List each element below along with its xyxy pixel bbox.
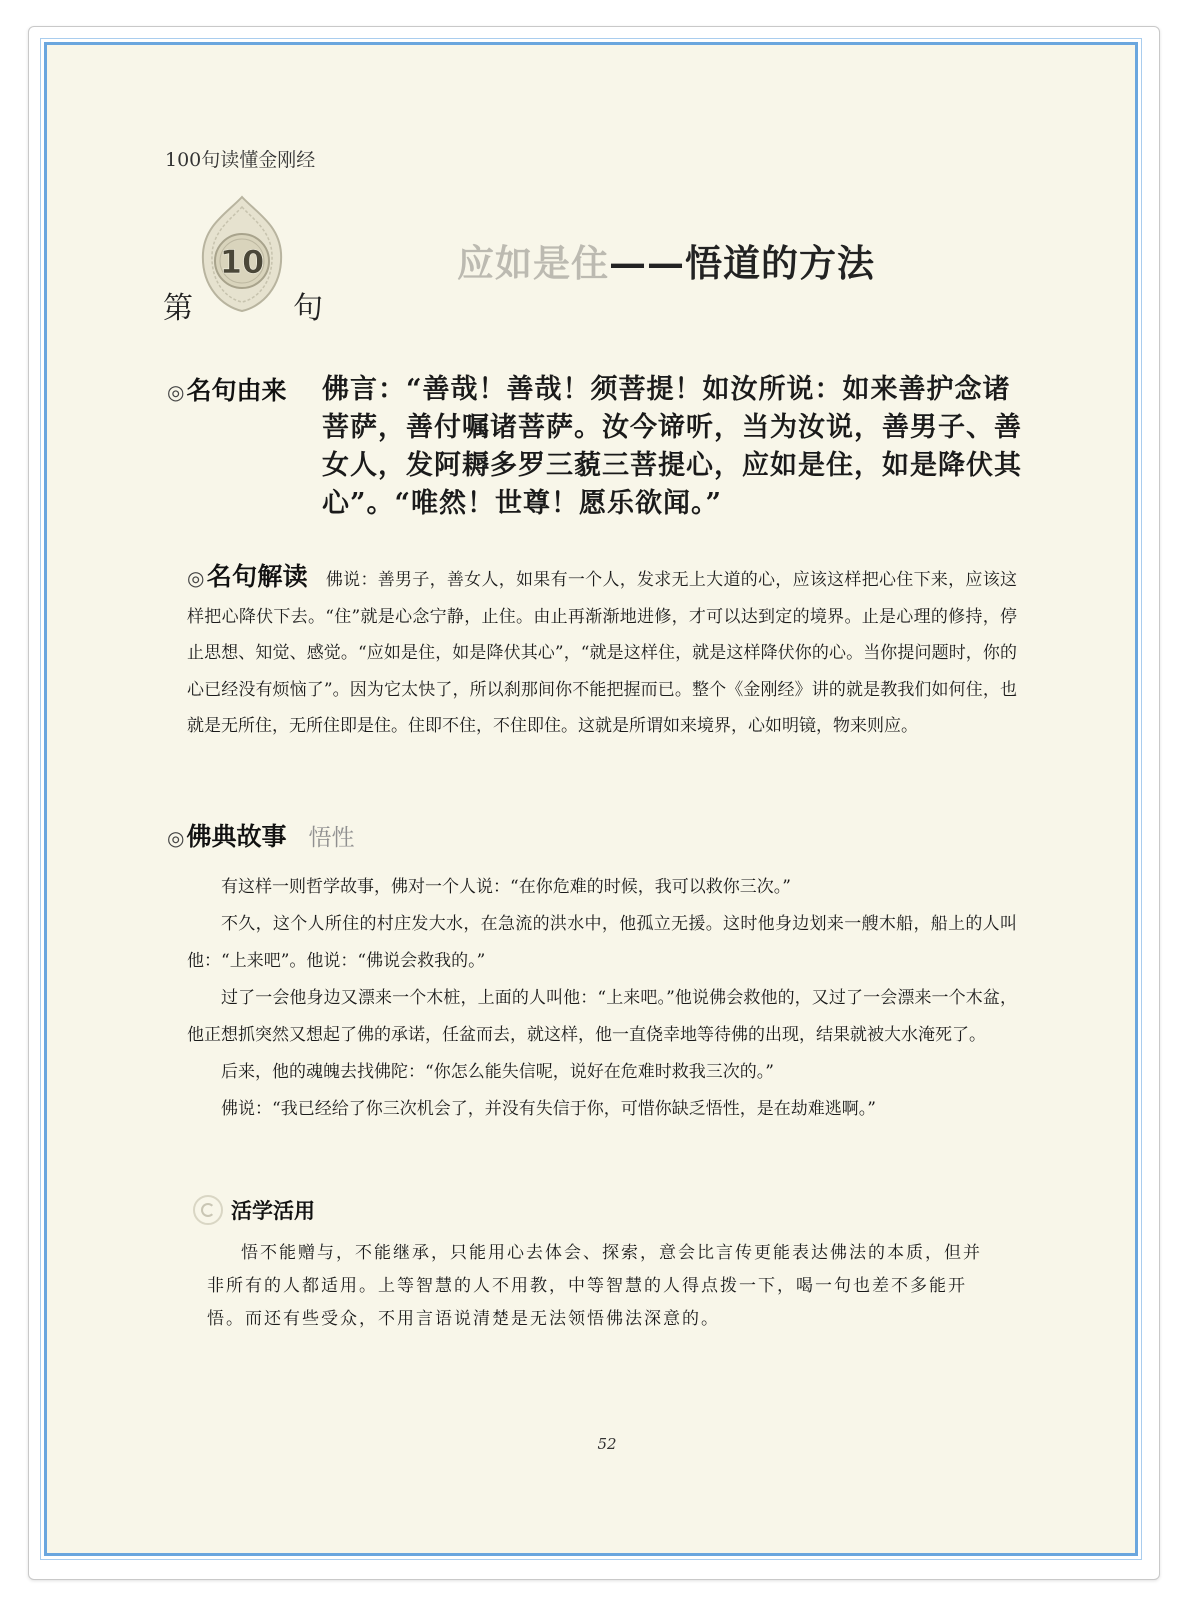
story-paragraph: 后来，他的魂魄去找佛陀：“你怎么能失信呢，说好在危难时救我三次的。” (221, 1062, 774, 1082)
quote-text: 佛言：“善哉！善哉！须菩提！如汝所说：如来善护念诸菩萨，善付嘱诸菩萨。汝今谛听，当为汝说，善男子、善女人，发阿耨多罗三藐三菩提心，应如是住，如是降伏其心”。“唯然！世尊！愿乐欲闻。” (322, 374, 1022, 519)
running-head: 100句读懂金刚经 (165, 149, 316, 171)
application-heading (193, 1195, 315, 1225)
story-paragraph: 不久，这个人所住的村庄发大水，在急流的洪水中，他孤立无援。这时他身边划来一艘木船，船上的人叫他：“上来吧”。他说：“佛说会救我的。” (187, 914, 1017, 971)
story-heading-text: 佛典故事 (186, 822, 287, 851)
chapter-label-ju: 句 (293, 291, 323, 326)
story-paragraph: 过了一会他身边又漂来一个木桩，上面的人叫他：“上来吧。”他说佛会救他的，又过了一会漂来一个木盆，他正想抓突然又想起了佛的承诺，任盆而去，就这样，他一直侥幸地等待佛的出现，结果就被大水淹死了。 (187, 988, 1017, 1045)
spiral-circle-icon (193, 1195, 223, 1225)
application-text: 悟不能赠与，不能继承，只能用心去体会、探索，意会比言传更能表达佛法的本质，但并非所有的人都适用。上等智慧的人不用教，中等智慧的人得点拨一下，喝一句也差不多能开悟。而还有些受众，不用言语说清楚是无法领悟佛法深意的。 (207, 1243, 982, 1329)
interpretation-heading-text: 名句解读 (206, 562, 308, 591)
interpretation-section (187, 559, 1017, 745)
story-subtitle: 悟性 (308, 825, 355, 851)
chapter-title-main: 应如是住 (457, 241, 609, 285)
story-paragraph: 佛说：“我已经给了你三次机会了，并没有失信于你，可惜你缺乏悟性，是在劫难逃啊。” (221, 1099, 876, 1119)
chapter-label-di: 第 (163, 291, 193, 326)
chapter-medallion (199, 195, 285, 313)
application-heading-text: 活学活用 (231, 1199, 315, 1223)
page-number: 52 (597, 1435, 617, 1453)
story-heading (167, 817, 354, 853)
chapter-number: 10 (219, 243, 265, 281)
section-mark-icon: ◎ (187, 566, 205, 590)
interpretation-heading (187, 562, 308, 591)
section-mark-icon: ◎ (167, 380, 185, 404)
chapter-title (457, 233, 875, 287)
story-paragraph: 有这样一则哲学故事，佛对一个人说：“在你危难的时候，我可以救你三次。” (221, 877, 791, 897)
story-body (187, 869, 1017, 1128)
interpretation-text: 佛说：善男子，善女人，如果有一个人，发求无上大道的心，应该这样把心住下来，应该这样把心降伏下去。“住”就是心念宁静，止住。由止再渐渐地进修，才可以达到定的境界。止是心理的修持，停止思想、知觉、感觉。“应如是住，如是降伏其心”，“就是这样住，就是这样降伏你的心。当你提问题时，你的心已经没有烦恼了”。因为它太快了，所以刹那间你不能把握而已。整个《金刚经》讲的就是教我们如何住，也就是无所住，无所住即是住。住即不住，不住即住。这就是所谓如来境界，心如明镜，物来则应。 (187, 570, 1017, 736)
section-mark-icon: ◎ (167, 826, 185, 850)
chapter-title-rest: ——悟道的方法 (609, 241, 875, 285)
quote-heading (167, 371, 286, 407)
quote-heading-text: 名句由来 (186, 376, 287, 405)
book-page (44, 42, 1138, 1556)
